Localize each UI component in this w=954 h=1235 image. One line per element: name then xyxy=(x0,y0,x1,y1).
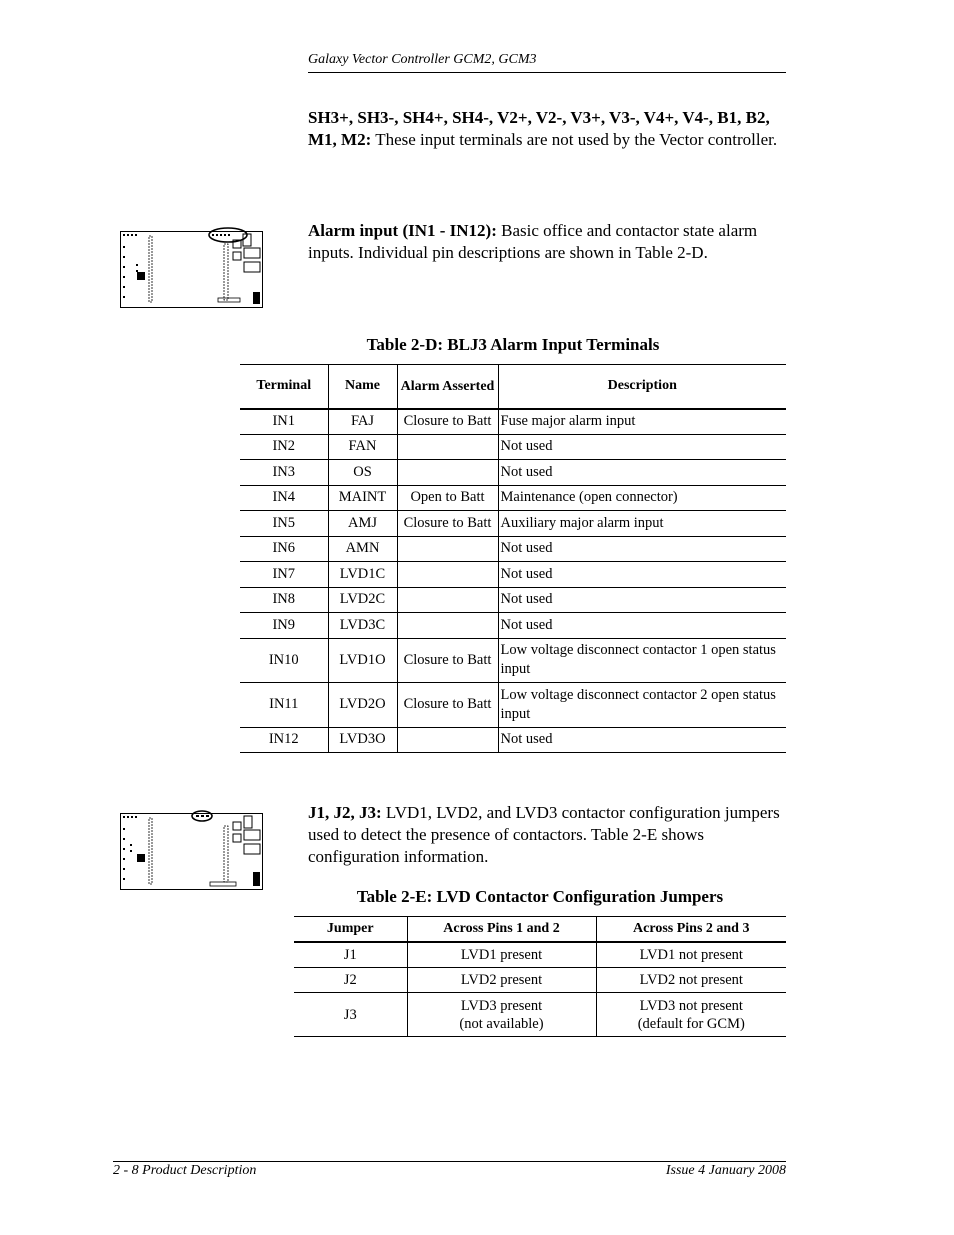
cell-terminal: IN2 xyxy=(272,438,296,455)
cell-pins-2-3: LVD1 not present xyxy=(596,942,786,968)
lvd-jumper-table xyxy=(294,916,786,1037)
col-header-terminal: Terminal xyxy=(256,378,312,394)
cell-description: Fuse major alarm input xyxy=(498,409,786,435)
cell-jumper: J1 xyxy=(343,946,357,963)
col-header-description: Description xyxy=(498,365,786,409)
cell-terminal: IN12 xyxy=(268,731,299,748)
footer-issue-date: Issue 4 January 2008 xyxy=(665,1163,786,1178)
cell-alarm-asserted xyxy=(397,727,498,753)
cell-name: LVD1C xyxy=(328,562,397,588)
cell-description: Low voltage disconnect contactor 1 open status input xyxy=(498,638,786,683)
table-row xyxy=(294,967,786,993)
cell-description: Not used xyxy=(498,587,786,613)
table-header-row xyxy=(294,917,786,942)
table-row xyxy=(240,562,786,588)
table-row xyxy=(240,409,786,435)
col-header-jumper: Jumper xyxy=(326,920,374,936)
table-row xyxy=(294,993,786,1037)
cell-alarm-asserted: Closure to Batt xyxy=(397,511,498,537)
cell-description: Maintenance (open connector) xyxy=(498,485,786,511)
cell-description: Not used xyxy=(498,434,786,460)
section-jumpers xyxy=(308,802,786,868)
table2-caption: Table 2-E: LVD Contactor Configuration Jumpers xyxy=(356,887,724,906)
section-jumpers-bold: J1, J2, J3: xyxy=(308,803,382,822)
cell-alarm-asserted: Closure to Batt xyxy=(397,638,498,683)
col-header-pins-1-2: Across Pins 1 and 2 xyxy=(407,917,596,942)
cell-jumper: J2 xyxy=(343,971,357,988)
cell-name: FAN xyxy=(328,434,397,460)
cell-alarm-asserted xyxy=(397,587,498,613)
cell-pins-1-2: LVD1 present xyxy=(407,942,596,968)
cell-pins-2-3: LVD3 not present (default for GCM) xyxy=(596,993,786,1037)
section-jumpers-text: LVD1, LVD2, and LVD3 contactor configuration jumpers used to detect the presence of contactors. Table 2-E shows configuration information. xyxy=(308,803,780,866)
cell-terminal: IN1 xyxy=(272,413,296,429)
col-header-alarm-asserted: Alarm Asserted xyxy=(397,365,498,409)
cell-name: LVD1O xyxy=(328,638,397,683)
table-row xyxy=(294,942,786,968)
table-row xyxy=(240,587,786,613)
cell-name: MAINT xyxy=(328,485,397,511)
circuit-board-icon xyxy=(118,226,266,310)
cell-name: FAJ xyxy=(328,409,397,435)
cell-terminal: IN5 xyxy=(272,514,296,531)
header-rule xyxy=(308,72,786,73)
cell-alarm-asserted xyxy=(397,536,498,562)
cell-alarm-asserted xyxy=(397,434,498,460)
cell-name: AMN xyxy=(328,536,397,562)
cell-pins-2-3: LVD2 not present xyxy=(596,967,786,993)
section-terminals-unused-text: These input terminals are not used by the Vector controller. xyxy=(371,130,778,149)
cell-name: LVD3O xyxy=(328,727,397,753)
cell-description: Low voltage disconnect contactor 2 open status input xyxy=(498,683,786,728)
cell-description: Not used xyxy=(498,562,786,588)
cell-terminal: IN11 xyxy=(269,696,299,713)
cell-terminal: IN8 xyxy=(272,591,296,608)
table-row xyxy=(240,536,786,562)
cell-name: LVD2C xyxy=(328,587,397,613)
cell-description: Not used xyxy=(498,460,786,486)
table-row xyxy=(240,511,786,537)
footer-rule xyxy=(113,1161,786,1162)
cell-terminal: IN10 xyxy=(268,651,299,668)
section-alarm-input xyxy=(308,220,786,264)
cell-terminal: IN7 xyxy=(272,565,296,582)
section-terminals-unused xyxy=(308,107,786,151)
cell-pins-1-2: LVD2 present xyxy=(407,967,596,993)
table-row xyxy=(240,613,786,639)
cell-alarm-asserted: Open to Batt xyxy=(397,485,498,511)
cell-name: LVD3C xyxy=(328,613,397,639)
col-header-pins-2-3: Across Pins 2 and 3 xyxy=(596,917,786,942)
cell-name: AMJ xyxy=(328,511,397,537)
section-terminals-unused-bold: SH3+, SH3-, SH4+, SH4-, V2+, V2-, V3+, V3-, V4+, V4-, B1, B2, M1, M2: xyxy=(308,108,770,149)
cell-description: Not used xyxy=(498,727,786,753)
cell-jumper: J3 xyxy=(343,1006,357,1023)
table-row xyxy=(240,683,786,728)
circuit-board-icon xyxy=(118,808,266,892)
table-row xyxy=(240,485,786,511)
table-header-row xyxy=(240,365,786,409)
section-alarm-input-text: Basic office and contactor state alarm inputs. Individual pin descriptions are shown in Table 2-D. xyxy=(308,221,758,262)
cell-description: Auxiliary major alarm input xyxy=(498,511,786,537)
alarm-input-table xyxy=(240,364,786,753)
cell-alarm-asserted xyxy=(397,562,498,588)
table-row xyxy=(240,638,786,683)
cell-description: Not used xyxy=(498,536,786,562)
cell-terminal: IN9 xyxy=(272,616,296,633)
cell-pins-1-2: LVD3 present (not available) xyxy=(407,993,596,1037)
cell-name: LVD2O xyxy=(328,683,397,728)
cell-alarm-asserted xyxy=(397,613,498,639)
col-header-name: Name xyxy=(328,365,397,409)
cell-terminal: IN4 xyxy=(272,489,296,506)
cell-name: OS xyxy=(328,460,397,486)
cell-alarm-asserted xyxy=(397,460,498,486)
cell-alarm-asserted: Closure to Batt xyxy=(397,409,498,435)
page-header-title: Galaxy Vector Controller GCM2, GCM3 xyxy=(308,52,537,67)
table-row xyxy=(240,727,786,753)
table-row xyxy=(240,460,786,486)
section-alarm-input-bold: Alarm input (IN1 - IN12): xyxy=(308,221,497,240)
table-row xyxy=(240,434,786,460)
cell-terminal: IN3 xyxy=(272,463,296,480)
cell-terminal: IN6 xyxy=(272,540,296,557)
cell-description: Not used xyxy=(498,613,786,639)
table1-caption: Table 2-D: BLJ3 Alarm Input Terminals xyxy=(366,335,660,354)
footer-page-label: 2 - 8 Product Description xyxy=(113,1163,257,1178)
cell-alarm-asserted: Closure to Batt xyxy=(397,683,498,728)
